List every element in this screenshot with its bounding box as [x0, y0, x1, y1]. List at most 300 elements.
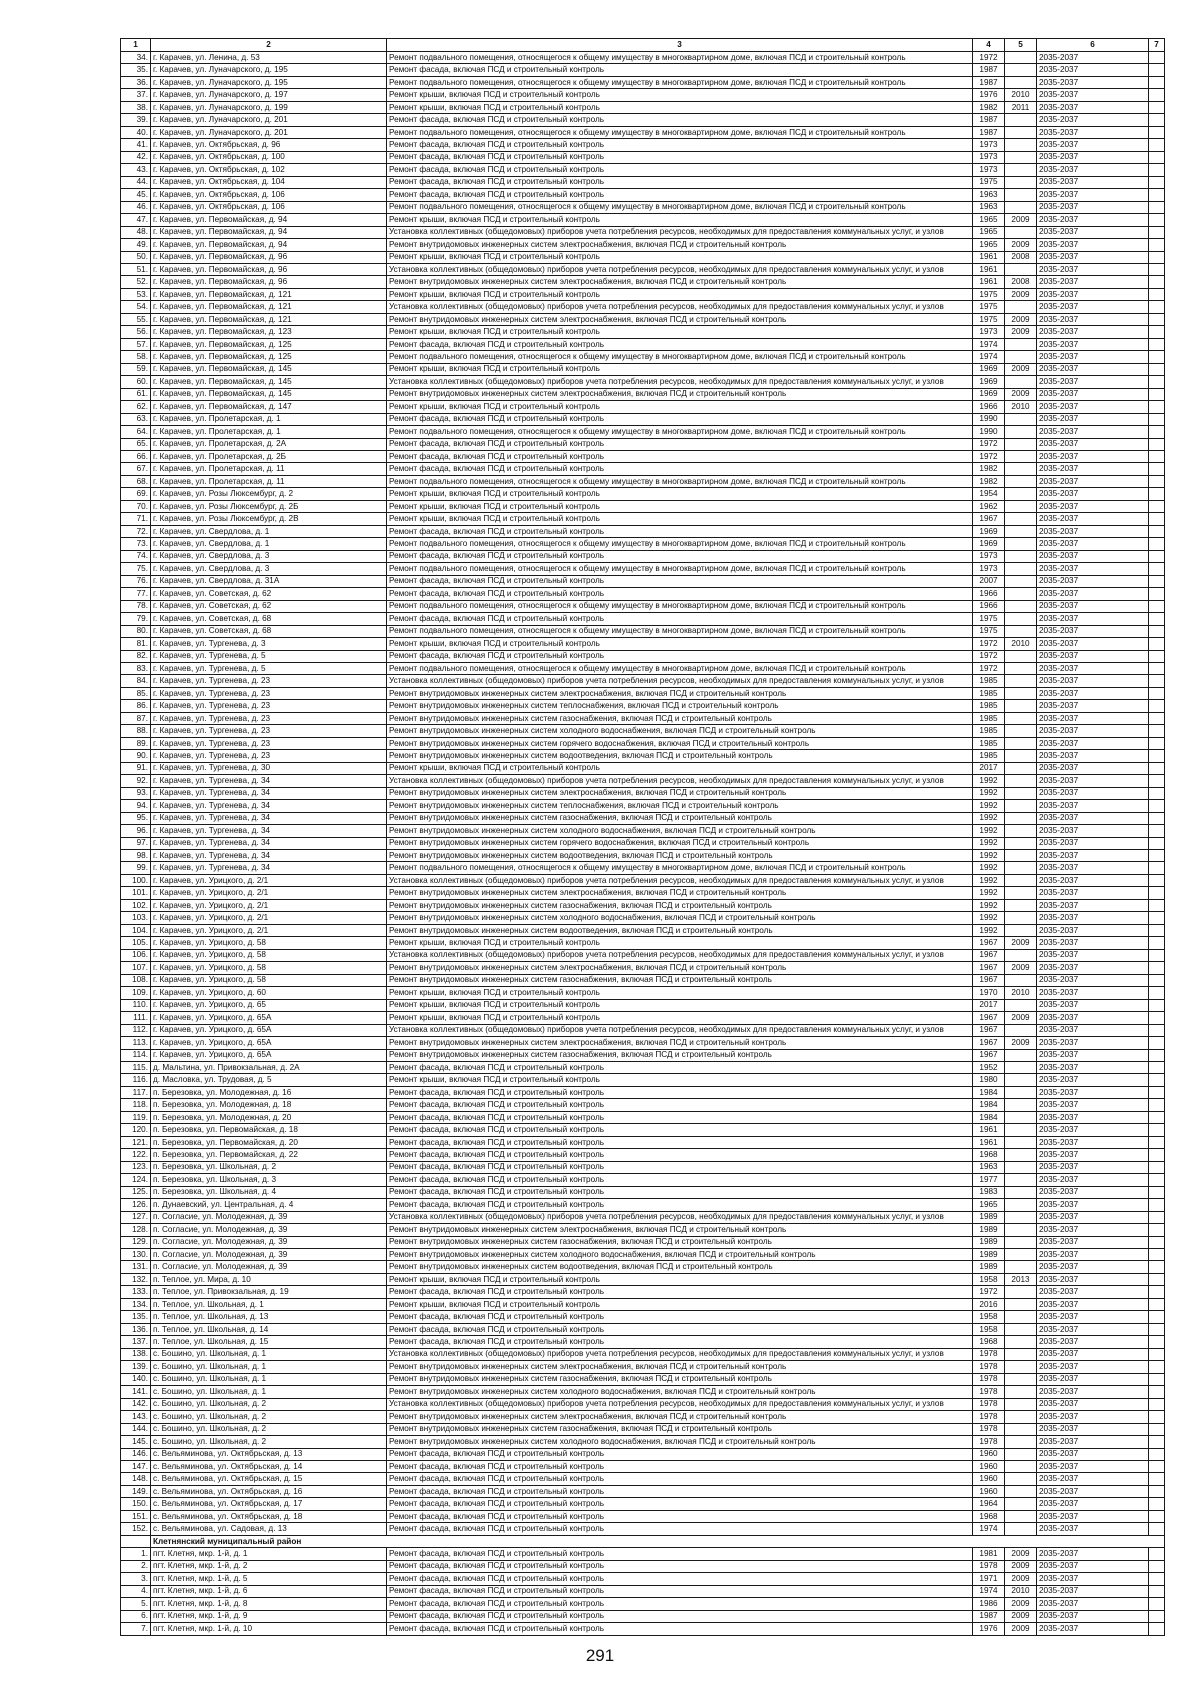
year-built-cell: 1960	[973, 1485, 1005, 1497]
last-repair-year-cell	[1005, 1099, 1037, 1111]
year-built-cell: 1968	[973, 1336, 1005, 1348]
address-cell: г. Карачев, ул. Тургенева, д. 5	[151, 662, 387, 674]
table-row	[121, 1111, 1165, 1123]
last-repair-year-cell	[1005, 151, 1037, 163]
empty-cell	[1149, 974, 1165, 986]
empty-cell	[1149, 1598, 1165, 1610]
last-repair-year-cell	[1005, 139, 1037, 151]
empty-cell	[1149, 899, 1165, 911]
empty-cell	[1149, 563, 1165, 575]
address-cell: г. Карачев, ул. Советская, д. 62	[151, 588, 387, 600]
empty-cell	[1149, 912, 1165, 924]
row-number: 63.	[121, 413, 151, 425]
last-repair-year-cell	[1005, 1323, 1037, 1335]
address-cell: г. Карачев, ул. Пролетарская, д. 1	[151, 426, 387, 438]
last-repair-year-cell	[1005, 775, 1037, 787]
planned-period-cell: 2035-2037	[1037, 700, 1149, 712]
planned-period-cell: 2035-2037	[1037, 463, 1149, 475]
address-cell: г. Карачев, ул. Урицкого, д. 2/1	[151, 887, 387, 899]
empty-cell	[1149, 1460, 1165, 1472]
work-type-cell: Ремонт фасада, включая ПСД и строительный контроль	[387, 189, 973, 201]
work-type-cell: Ремонт крыши, включая ПСД и строительный контроль	[387, 987, 973, 999]
last-repair-year-cell	[1005, 1411, 1037, 1423]
address-cell: п. Березовка, ул. Первомайская, д. 20	[151, 1136, 387, 1148]
last-repair-year-cell	[1005, 52, 1037, 64]
year-built-cell: 1962	[973, 500, 1005, 512]
work-type-cell: Установка коллективных (общедомовых) приборов учета потребления ресурсов, необходимых для предоставления коммунальных услуг, и узлов	[387, 1398, 973, 1410]
last-repair-year-cell	[1005, 588, 1037, 600]
row-number: 73.	[121, 538, 151, 550]
row-number: 6.	[121, 1610, 151, 1622]
address-cell: г. Карачев, ул. Первомайская, д. 147	[151, 401, 387, 413]
row-number: 3.	[121, 1573, 151, 1585]
table-row	[121, 1485, 1165, 1497]
row-number: 56.	[121, 326, 151, 338]
row-number: 48.	[121, 226, 151, 238]
address-cell: г. Карачев, ул. Урицкого, д. 65А	[151, 1049, 387, 1061]
table-row	[121, 712, 1165, 724]
table-row	[121, 89, 1165, 101]
work-type-cell: Ремонт фасада, включая ПСД и строительный контроль	[387, 1573, 973, 1585]
address-cell: г. Карачев, ул. Урицкого, д. 2/1	[151, 899, 387, 911]
address-cell: г. Карачев, ул. Первомайская, д. 96	[151, 263, 387, 275]
row-number: 143.	[121, 1411, 151, 1423]
row-number: 49.	[121, 239, 151, 251]
empty-cell	[1149, 201, 1165, 213]
work-type-cell: Ремонт подвального помещения, относящегося к общему имуществу в многоквартирном доме, включая ПСД и строительный контроль	[387, 862, 973, 874]
row-number: 69.	[121, 488, 151, 500]
empty-cell	[1149, 650, 1165, 662]
empty-cell	[1149, 825, 1165, 837]
year-built-cell: 1982	[973, 101, 1005, 113]
table-row	[121, 1236, 1165, 1248]
empty-cell	[1149, 1199, 1165, 1211]
last-repair-year-cell	[1005, 762, 1037, 774]
table-body	[121, 52, 1165, 1636]
address-cell: п. Согласие, ул. Молодежная, д. 39	[151, 1249, 387, 1261]
address-cell: г. Карачев, ул. Советская, д. 68	[151, 613, 387, 625]
planned-period-cell: 2035-2037	[1037, 1623, 1149, 1635]
row-number: 67.	[121, 463, 151, 475]
year-built-cell: 1989	[973, 1249, 1005, 1261]
address-cell: г. Карачев, ул. Тургенева, д. 34	[151, 850, 387, 862]
last-repair-year-cell	[1005, 338, 1037, 350]
year-built-cell: 1992	[973, 787, 1005, 799]
table-row	[121, 949, 1165, 961]
row-number: 70.	[121, 500, 151, 512]
last-repair-year-cell	[1005, 1311, 1037, 1323]
last-repair-year-cell: 2009	[1005, 1012, 1037, 1024]
work-type-cell: Ремонт крыши, включая ПСД и строительный контроль	[387, 214, 973, 226]
last-repair-year-cell: 2009	[1005, 1598, 1037, 1610]
table-row	[121, 1136, 1165, 1148]
planned-period-cell: 2035-2037	[1037, 1261, 1149, 1273]
last-repair-year-cell	[1005, 1074, 1037, 1086]
year-built-cell: 1992	[973, 800, 1005, 812]
year-built-cell: 1976	[973, 1623, 1005, 1635]
address-cell: г. Карачев, ул. Луначарского, д. 197	[151, 89, 387, 101]
planned-period-cell: 2035-2037	[1037, 500, 1149, 512]
row-number: 47.	[121, 214, 151, 226]
row-number: 85.	[121, 687, 151, 699]
row-number: 127.	[121, 1211, 151, 1223]
year-built-cell: 1972	[973, 650, 1005, 662]
table-row	[121, 401, 1165, 413]
year-built-cell: 1965	[973, 226, 1005, 238]
empty-cell	[1149, 1086, 1165, 1098]
row-number: 41.	[121, 139, 151, 151]
year-built-cell: 1965	[973, 214, 1005, 226]
row-number: 61.	[121, 388, 151, 400]
empty-cell	[1149, 874, 1165, 886]
year-built-cell: 1978	[973, 1398, 1005, 1410]
table-row	[121, 1585, 1165, 1597]
year-built-cell: 1958	[973, 1323, 1005, 1335]
planned-period-cell: 2035-2037	[1037, 912, 1149, 924]
address-cell: г. Карачев, ул. Советская, д. 62	[151, 600, 387, 612]
planned-period-cell: 2035-2037	[1037, 962, 1149, 974]
table-row	[121, 164, 1165, 176]
row-number: 45.	[121, 189, 151, 201]
empty-cell	[1149, 1099, 1165, 1111]
planned-period-cell: 2035-2037	[1037, 1224, 1149, 1236]
last-repair-year-cell	[1005, 887, 1037, 899]
row-number: 131.	[121, 1261, 151, 1273]
empty-cell	[1149, 725, 1165, 737]
year-built-cell: 1987	[973, 1610, 1005, 1622]
work-type-cell: Ремонт фасада, включая ПСД и строительный контроль	[387, 1186, 973, 1198]
table-row	[121, 737, 1165, 749]
last-repair-year-cell	[1005, 1136, 1037, 1148]
table-row	[121, 588, 1165, 600]
row-number: 124.	[121, 1174, 151, 1186]
last-repair-year-cell	[1005, 301, 1037, 313]
work-type-cell: Ремонт внутридомовых инженерных систем газоснабжения, включая ПСД и строительный контроль	[387, 1423, 973, 1435]
table-row	[121, 1423, 1165, 1435]
empty-cell	[1149, 937, 1165, 949]
last-repair-year-cell	[1005, 413, 1037, 425]
table-row	[121, 1161, 1165, 1173]
empty-cell	[1149, 588, 1165, 600]
year-built-cell: 1992	[973, 924, 1005, 936]
empty-cell	[1149, 251, 1165, 263]
work-type-cell: Ремонт внутридомовых инженерных систем газоснабжения, включая ПСД и строительный контроль	[387, 812, 973, 824]
address-cell: п. Березовка, ул. Первомайская, д. 18	[151, 1124, 387, 1136]
row-number: 137.	[121, 1336, 151, 1348]
table-row	[121, 388, 1165, 400]
row-number: 130.	[121, 1249, 151, 1261]
planned-period-cell: 2035-2037	[1037, 1199, 1149, 1211]
year-built-cell: 1985	[973, 700, 1005, 712]
table-row	[121, 1049, 1165, 1061]
last-repair-year-cell	[1005, 1423, 1037, 1435]
empty-cell	[1149, 1386, 1165, 1398]
planned-period-cell: 2035-2037	[1037, 1111, 1149, 1123]
planned-period-cell: 2035-2037	[1037, 775, 1149, 787]
row-number: 110.	[121, 999, 151, 1011]
address-cell: п. Теплое, ул. Школьная, д. 15	[151, 1336, 387, 1348]
empty-cell	[1149, 750, 1165, 762]
table-row	[121, 126, 1165, 138]
planned-period-cell: 2035-2037	[1037, 937, 1149, 949]
year-built-cell: 1984	[973, 1111, 1005, 1123]
year-built-cell: 1975	[973, 301, 1005, 313]
work-type-cell: Ремонт крыши, включая ПСД и строительный контроль	[387, 1298, 973, 1310]
last-repair-year-cell	[1005, 899, 1037, 911]
last-repair-year-cell	[1005, 226, 1037, 238]
empty-cell	[1149, 862, 1165, 874]
work-type-cell: Ремонт подвального помещения, относящегося к общему имуществу в многоквартирном доме, включая ПСД и строительный контроль	[387, 563, 973, 575]
last-repair-year-cell	[1005, 949, 1037, 961]
year-built-cell: 1961	[973, 1124, 1005, 1136]
work-type-cell: Ремонт внутридомовых инженерных систем горячего водоснабжения, включая ПСД и строительный контроль	[387, 837, 973, 849]
last-repair-year-cell: 2009	[1005, 1623, 1037, 1635]
column-number-row	[121, 39, 1165, 52]
year-built-cell: 1969	[973, 525, 1005, 537]
work-type-cell: Ремонт крыши, включая ПСД и строительный контроль	[387, 89, 973, 101]
year-built-cell: 1967	[973, 962, 1005, 974]
planned-period-cell: 2035-2037	[1037, 1373, 1149, 1385]
row-number: 141.	[121, 1386, 151, 1398]
work-type-cell: Ремонт фасада, включая ПСД и строительный контроль	[387, 164, 973, 176]
planned-period-cell: 2035-2037	[1037, 288, 1149, 300]
table-row	[121, 1411, 1165, 1423]
planned-period-cell: 2035-2037	[1037, 1323, 1149, 1335]
table-row	[121, 500, 1165, 512]
work-type-cell: Ремонт внутридомовых инженерных систем водоотведения, включая ПСД и строительный контроль	[387, 750, 973, 762]
table-row	[121, 550, 1165, 562]
empty-cell	[1149, 1236, 1165, 1248]
empty-cell	[1149, 1286, 1165, 1298]
last-repair-year-cell	[1005, 463, 1037, 475]
empty-cell	[1149, 800, 1165, 812]
last-repair-year-cell	[1005, 1436, 1037, 1448]
year-built-cell: 1992	[973, 874, 1005, 886]
planned-period-cell: 2035-2037	[1037, 1298, 1149, 1310]
year-built-cell: 1992	[973, 825, 1005, 837]
table-row	[121, 1386, 1165, 1398]
planned-period-cell: 2035-2037	[1037, 638, 1149, 650]
address-cell: с. Вельяминова, ул. Октябрьская, д. 13	[151, 1448, 387, 1460]
row-number: 76.	[121, 575, 151, 587]
work-type-cell: Ремонт внутридомовых инженерных систем холодного водоснабжения, включая ПСД и строительный контроль	[387, 1436, 973, 1448]
last-repair-year-cell	[1005, 1124, 1037, 1136]
year-built-cell: 1985	[973, 750, 1005, 762]
row-number: 100.	[121, 874, 151, 886]
empty-cell	[1149, 338, 1165, 350]
work-type-cell: Ремонт крыши, включая ПСД и строительный контроль	[387, 638, 973, 650]
empty-cell	[1149, 475, 1165, 487]
empty-cell	[1149, 52, 1165, 64]
planned-period-cell: 2035-2037	[1037, 1061, 1149, 1073]
last-repair-year-cell	[1005, 999, 1037, 1011]
row-number: 5.	[121, 1598, 151, 1610]
year-built-cell: 1990	[973, 426, 1005, 438]
last-repair-year-cell: 2011	[1005, 101, 1037, 113]
work-type-cell: Ремонт крыши, включая ПСД и строительный контроль	[387, 288, 973, 300]
row-number: 111.	[121, 1012, 151, 1024]
work-type-cell: Ремонт подвального помещения, относящегося к общему имуществу в многоквартирном доме, включая ПСД и строительный контроль	[387, 126, 973, 138]
row-number: 36.	[121, 76, 151, 88]
empty-cell	[1149, 313, 1165, 325]
table-row	[121, 426, 1165, 438]
empty-cell	[1149, 737, 1165, 749]
work-type-cell: Ремонт фасада, включая ПСД и строительный контроль	[387, 1061, 973, 1073]
last-repair-year-cell	[1005, 812, 1037, 824]
year-built-cell: 1992	[973, 899, 1005, 911]
address-cell: пгт. Клетня, мкр. 1-й, д. 6	[151, 1585, 387, 1597]
year-built-cell: 1973	[973, 326, 1005, 338]
empty-cell	[1149, 1024, 1165, 1036]
empty-cell	[1149, 1398, 1165, 1410]
year-built-cell: 1965	[973, 1199, 1005, 1211]
work-type-cell: Ремонт крыши, включая ПСД и строительный контроль	[387, 1273, 973, 1285]
empty-cell	[1149, 1311, 1165, 1323]
year-built-cell: 1990	[973, 413, 1005, 425]
table-row	[121, 538, 1165, 550]
address-cell: п. Согласие, ул. Молодежная, д. 39	[151, 1224, 387, 1236]
year-built-cell: 1989	[973, 1224, 1005, 1236]
row-number: 125.	[121, 1186, 151, 1198]
address-cell: г. Карачев, ул. Первомайская, д. 94	[151, 214, 387, 226]
table-row	[121, 1074, 1165, 1086]
table-row	[121, 513, 1165, 525]
empty-cell	[1149, 1061, 1165, 1073]
year-built-cell: 1987	[973, 76, 1005, 88]
empty-cell	[1149, 139, 1165, 151]
row-number: 1.	[121, 1548, 151, 1560]
year-built-cell: 1966	[973, 401, 1005, 413]
last-repair-year-cell	[1005, 1348, 1037, 1360]
work-type-cell: Ремонт фасада, включая ПСД и строительный контроль	[387, 1286, 973, 1298]
last-repair-year-cell: 2008	[1005, 251, 1037, 263]
planned-period-cell: 2035-2037	[1037, 1560, 1149, 1572]
empty-cell	[1149, 525, 1165, 537]
last-repair-year-cell	[1005, 1061, 1037, 1073]
planned-period-cell: 2035-2037	[1037, 1573, 1149, 1585]
planned-period-cell: 2035-2037	[1037, 1024, 1149, 1036]
last-repair-year-cell: 2009	[1005, 1037, 1037, 1049]
planned-period-cell: 2035-2037	[1037, 1436, 1149, 1448]
year-built-cell: 1961	[973, 1136, 1005, 1148]
work-type-cell: Ремонт фасада, включая ПСД и строительный контроль	[387, 438, 973, 450]
row-number: 93.	[121, 787, 151, 799]
table-row	[121, 151, 1165, 163]
table-row	[121, 600, 1165, 612]
address-cell: п. Березовка, ул. Молодежная, д. 18	[151, 1099, 387, 1111]
row-number: 135.	[121, 1311, 151, 1323]
empty-cell	[1149, 700, 1165, 712]
empty-cell	[1149, 64, 1165, 76]
empty-cell	[1149, 276, 1165, 288]
work-type-cell: Ремонт фасада, включая ПСД и строительный контроль	[387, 1336, 973, 1348]
row-number: 107.	[121, 962, 151, 974]
planned-period-cell: 2035-2037	[1037, 52, 1149, 64]
year-built-cell: 1982	[973, 463, 1005, 475]
empty-cell	[1149, 1610, 1165, 1622]
table-row	[121, 463, 1165, 475]
year-built-cell: 1978	[973, 1373, 1005, 1385]
table-row	[121, 251, 1165, 263]
empty-cell	[1149, 363, 1165, 375]
row-number: 50.	[121, 251, 151, 263]
row-number: 151.	[121, 1510, 151, 1522]
last-repair-year-cell	[1005, 1149, 1037, 1161]
work-type-cell: Ремонт фасада, включая ПСД и строительный контроль	[387, 413, 973, 425]
table-row	[121, 1261, 1165, 1273]
last-repair-year-cell	[1005, 76, 1037, 88]
work-type-cell: Ремонт фасада, включая ПСД и строительный контроль	[387, 1473, 973, 1485]
row-number: 60.	[121, 376, 151, 388]
year-built-cell: 1969	[973, 538, 1005, 550]
work-type-cell: Ремонт фасада, включая ПСД и строительный контроль	[387, 1086, 973, 1098]
last-repair-year-cell	[1005, 1336, 1037, 1348]
last-repair-year-cell	[1005, 563, 1037, 575]
planned-period-cell: 2035-2037	[1037, 1049, 1149, 1061]
empty-cell	[1149, 151, 1165, 163]
work-type-cell: Ремонт подвального помещения, относящегося к общему имуществу в многоквартирном доме, включая ПСД и строительный контроль	[387, 201, 973, 213]
work-type-cell: Ремонт подвального помещения, относящегося к общему имуществу в многоквартирном доме, включая ПСД и строительный контроль	[387, 475, 973, 487]
empty-cell	[1149, 712, 1165, 724]
address-cell: г. Карачев, ул. Тургенева, д. 23	[151, 725, 387, 737]
row-number: 138.	[121, 1348, 151, 1360]
empty-cell	[1149, 887, 1165, 899]
table-row	[121, 1373, 1165, 1385]
year-built-cell: 2016	[973, 1298, 1005, 1310]
work-type-cell: Ремонт крыши, включая ПСД и строительный контроль	[387, 363, 973, 375]
table-row	[121, 1436, 1165, 1448]
work-type-cell: Ремонт подвального помещения, относящегося к общему имуществу в многоквартирном доме, включая ПСД и строительный контроль	[387, 76, 973, 88]
planned-period-cell: 2035-2037	[1037, 239, 1149, 251]
last-repair-year-cell	[1005, 500, 1037, 512]
planned-period-cell: 2035-2037	[1037, 1136, 1149, 1148]
row-number: 148.	[121, 1473, 151, 1485]
planned-period-cell: 2035-2037	[1037, 924, 1149, 936]
year-built-cell: 1969	[973, 376, 1005, 388]
address-cell: г. Карачев, ул. Первомайская, д. 125	[151, 338, 387, 350]
row-number: 86.	[121, 700, 151, 712]
last-repair-year-cell: 2009	[1005, 326, 1037, 338]
year-built-cell: 1973	[973, 139, 1005, 151]
address-cell: г. Карачев, ул. Первомайская, д. 145	[151, 376, 387, 388]
table-row	[121, 1037, 1165, 1049]
table-row	[121, 962, 1165, 974]
work-type-cell: Ремонт фасада, включая ПСД и строительный контроль	[387, 613, 973, 625]
row-number: 142.	[121, 1398, 151, 1410]
address-cell: с. Вельяминова, ул. Садовая, д. 13	[151, 1523, 387, 1535]
empty-cell	[1149, 288, 1165, 300]
planned-period-cell: 2035-2037	[1037, 488, 1149, 500]
table-row	[121, 288, 1165, 300]
row-number: 144.	[121, 1423, 151, 1435]
row-number: 71.	[121, 513, 151, 525]
planned-period-cell: 2035-2037	[1037, 1124, 1149, 1136]
last-repair-year-cell	[1005, 1510, 1037, 1522]
table-row	[121, 326, 1165, 338]
table-row	[121, 687, 1165, 699]
row-number: 78.	[121, 600, 151, 612]
work-type-cell: Ремонт подвального помещения, относящегося к общему имуществу в многоквартирном доме, включая ПСД и строительный контроль	[387, 351, 973, 363]
address-cell: г. Карачев, ул. Тургенева, д. 34	[151, 775, 387, 787]
table-row	[121, 1361, 1165, 1373]
row-number: 42.	[121, 151, 151, 163]
year-built-cell: 1967	[973, 1024, 1005, 1036]
row-number: 145.	[121, 1436, 151, 1448]
work-type-cell: Ремонт фасада, включая ПСД и строительный контроль	[387, 1523, 973, 1535]
row-number: 95.	[121, 812, 151, 824]
row-number: 140.	[121, 1373, 151, 1385]
work-type-cell: Ремонт фасада, включая ПСД и строительный контроль	[387, 1585, 973, 1597]
